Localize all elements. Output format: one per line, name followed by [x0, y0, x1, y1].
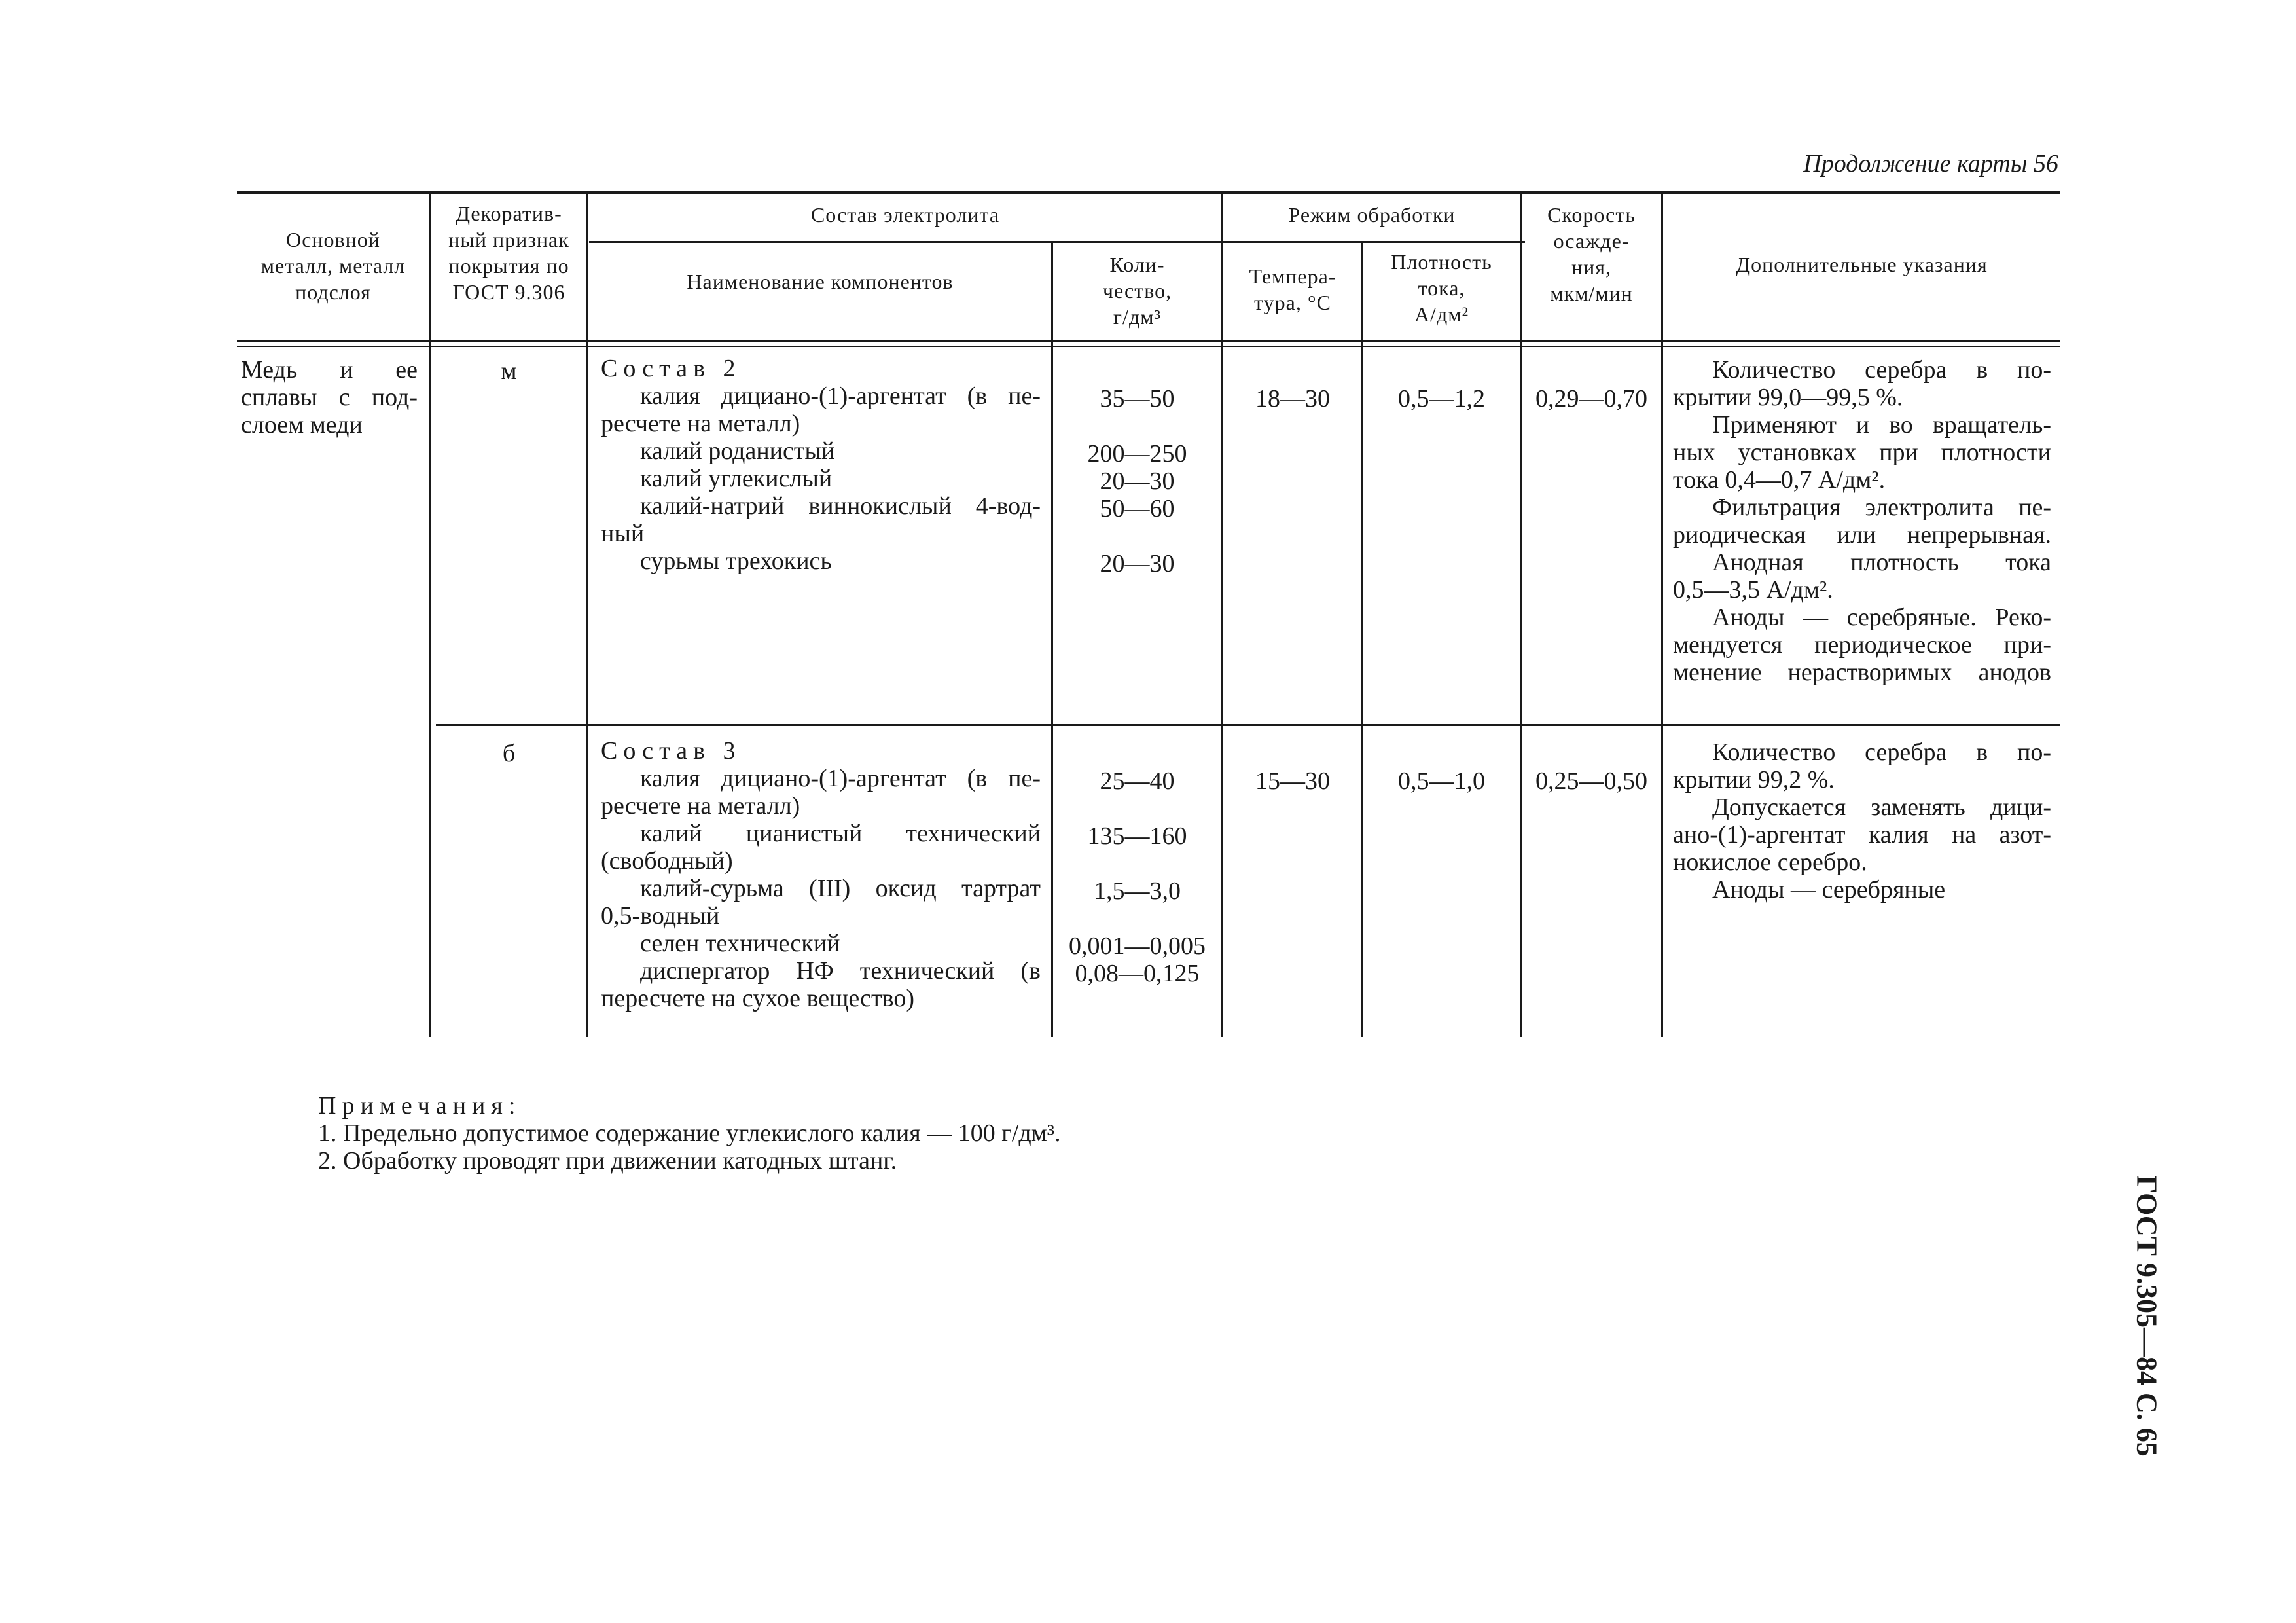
- row2-decorative: б: [502, 740, 516, 767]
- row2-quantity-4: 0,001—0,005: [1069, 932, 1206, 960]
- header-component-name: Наименование компонентов: [687, 270, 954, 293]
- header-mode: Режим обработки: [1288, 203, 1456, 227]
- row2-notes: Количество серебра в по- крытии 99,2 %. Допускается заменять дици- ано-(1)-аргентат калия на азот- нокислое серебро. Аноды — серебряные: [1673, 739, 2051, 903]
- gost-page-label: ГОСТ 9.305—84 С. 65: [2130, 1175, 2163, 1457]
- row1-temperature: 18—30: [1255, 385, 1330, 412]
- row1-quantity-1: 35—50: [1100, 385, 1175, 412]
- header-base-metal: Основной металл, металл подслоя: [260, 228, 406, 304]
- row2-current-density: 0,5—1,0: [1398, 767, 1485, 795]
- table-top-rule: [237, 191, 2060, 194]
- row2-quantity-2: 135—160: [1087, 822, 1187, 850]
- col-divider-3: [1051, 241, 1053, 1037]
- col-divider-6: [1520, 191, 1522, 1037]
- header-temperature: Темпера- тура, °С: [1249, 264, 1336, 314]
- row2-quantity-1: 25—40: [1100, 767, 1175, 795]
- row2-quantity-5: 0,08—0,125: [1075, 960, 1200, 987]
- row1-decorative: м: [501, 357, 517, 385]
- header-deposition-rate: Скорость осажде- ния, мкм/мин: [1547, 203, 1636, 305]
- col-divider-2: [586, 191, 588, 1037]
- col-divider-5: [1361, 241, 1363, 1037]
- row1-quantity-2: 200—250: [1087, 440, 1187, 467]
- header-electrolyte: Состав электролита: [810, 203, 1000, 227]
- header-bottom-rule: [237, 340, 2060, 342]
- col-divider-1: [429, 191, 431, 1037]
- header-quantity: Коли- чество, г/дм³: [1102, 253, 1172, 329]
- col-divider-7: [1661, 191, 1663, 1037]
- row-separator: [436, 724, 2060, 726]
- row2-deposition-rate: 0,25—0,50: [1535, 767, 1647, 795]
- row2-components: Состав 3 калия дициано-(1)-аргентат (в пе- ресчете на металл) калий цианистый технический (свободный) калий-сурьма (III) оксид тартрат 0,5-водный селен технический диспергатор НФ технический (в пересчете на сухое вещество): [601, 737, 1041, 1012]
- notes-title: Примечания:: [318, 1092, 522, 1120]
- row2-quantity-3: 1,5—3,0: [1094, 877, 1181, 905]
- row2-temperature: 15—30: [1255, 767, 1330, 795]
- row1-quantity-5: 20—30: [1100, 550, 1175, 577]
- continuation-label: Продолжение карты 56: [1803, 150, 2058, 177]
- note-2: 2. Обработку проводят при движении катодных штанг.: [318, 1147, 897, 1175]
- row1-current-density: 0,5—1,2: [1398, 385, 1485, 412]
- note-1: 1. Предельно допустимое содержание углекислого калия — 100 г/дм³.: [318, 1120, 1061, 1147]
- base-metal-cell: Медь и ее сплавы с под- слоем меди: [241, 356, 418, 439]
- row1-quantity-3: 20—30: [1100, 467, 1175, 495]
- row1-composition-title: Состав 2: [601, 355, 742, 382]
- col-divider-4: [1221, 191, 1223, 1037]
- header-sub-rule-electrolyte: [589, 241, 1224, 243]
- header-current-density: Плотность тока, А/дм²: [1391, 250, 1492, 326]
- row1-notes: Количество серебра в по- крытии 99,0—99,5 %. Применяют и во вращатель- ных установках при плотности тока 0,4—0,7 А/дм². Фильтрация электролита пе- риодическая или непрерывная. Анодная плотность тока 0,5—3,5 А/дм². Аноды — серебряные. Реко- мендуется периодическое при- менение нерастворимых анодов: [1673, 356, 2051, 686]
- row1-components: Состав 2 калия дициано-(1)-аргентат (в пе- ресчете на металл) калий роданистый калий углекислый калий-натрий виннокислый 4-вод- ный сурьмы трехокись: [601, 355, 1041, 575]
- header-bottom-rule-2: [237, 346, 2060, 347]
- row1-quantity-4: 50—60: [1100, 495, 1175, 522]
- header-additional: Дополнительные указания: [1736, 253, 1988, 276]
- row1-deposition-rate: 0,29—0,70: [1535, 385, 1647, 412]
- header-sub-rule-mode: [1224, 241, 1525, 243]
- header-decorative: Декоратив- ный признак покрытия по ГОСТ 9.306: [448, 202, 569, 304]
- notes-block: [318, 1092, 1061, 1175]
- row2-composition-title: Состав 3: [601, 737, 742, 765]
